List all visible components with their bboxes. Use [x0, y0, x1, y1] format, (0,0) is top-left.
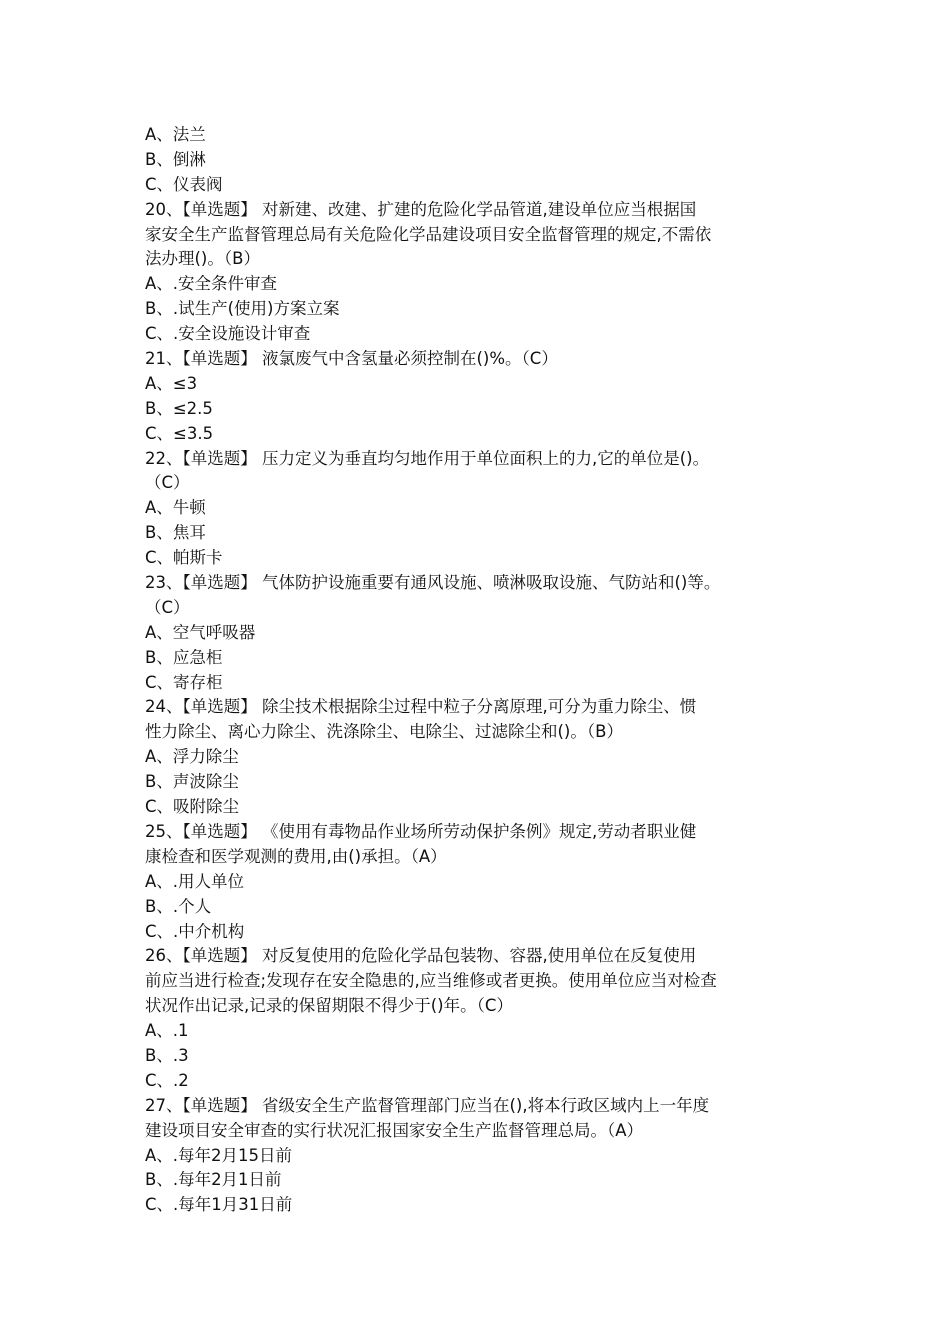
- option-line: C、≤3.5: [145, 423, 214, 443]
- question-line: 法办理()。（B）: [145, 249, 260, 269]
- question-line: 24、【单选题】 除尘技术根据除尘过程中粒子分离原理,可分为重力除尘、惯: [145, 697, 697, 717]
- option-line: A、空气呼吸器: [145, 622, 256, 642]
- option-line: B、.3: [145, 1045, 189, 1065]
- option-line: C、吸附除尘: [145, 797, 240, 817]
- question-line: 21、【单选题】 液氯废气中含氢量必须控制在()%。（C）: [145, 349, 558, 369]
- question-line: 27、【单选题】 省级安全生产监督管理部门应当在(),将本行政区域内上一年度: [145, 1095, 710, 1115]
- option-line: B、声波除尘: [145, 772, 239, 792]
- question-line: 20、【单选题】 对新建、改建、扩建的危险化学品管道,建设单位应当根据国: [145, 199, 697, 219]
- option-line: A、.1: [145, 1021, 189, 1041]
- option-line: C、帕斯卡: [145, 548, 223, 568]
- question-line: 性力除尘、离心力除尘、洗涤除尘、电除尘、过滤除尘和()。（B）: [145, 722, 623, 742]
- question-line: 康检查和医学观测的费用,由()承担。（A）: [145, 846, 447, 866]
- option-line: B、.试生产(使用)方案立案: [145, 299, 340, 319]
- question-line: 前应当进行检查;发现存在安全隐患的,应当维修或者更换。使用单位应当对检查: [145, 971, 717, 991]
- option-line: B、倒淋: [145, 149, 206, 169]
- question-line: 25、【单选题】 《使用有毒物品作业场所劳动保护条例》规定,劳动者职业健: [145, 821, 697, 841]
- option-line: A、.安全条件审查: [145, 274, 278, 294]
- option-line: A、.用人单位: [145, 871, 245, 891]
- question-line: （C）: [145, 597, 190, 617]
- option-line: A、≤3: [145, 373, 198, 393]
- option-line: C、寄存柜: [145, 672, 223, 692]
- question-line: 状况作出记录,记录的保留期限不得少于()年。（C）: [145, 996, 513, 1016]
- option-line: A、法兰: [145, 125, 206, 144]
- question-line: 22、【单选题】 压力定义为垂直均匀地作用于单位面积上的力,它的单位是()。: [145, 448, 710, 468]
- option-line: C、仪表阀: [145, 174, 223, 194]
- question-line: （C）: [145, 473, 190, 493]
- option-line: A、浮力除尘: [145, 747, 239, 767]
- option-line: A、.每年2月15日前: [145, 1145, 293, 1165]
- option-line: C、.中介机构: [145, 921, 245, 941]
- option-line: B、.个人: [145, 896, 212, 916]
- question-line: 家安全生产监督管理总局有关危险化学品建设项目安全监督管理的规定,不需依: [145, 224, 712, 244]
- option-line: C、.2: [145, 1070, 189, 1090]
- question-line: 26、【单选题】 对反复使用的危险化学品包装物、容器,使用单位在反复使用: [145, 946, 697, 966]
- option-line: C、.安全设施设计审查: [145, 324, 311, 344]
- option-line: B、焦耳: [145, 523, 206, 543]
- option-line: C、.每年1月31日前: [145, 1195, 293, 1215]
- option-line: B、≤2.5: [145, 398, 213, 418]
- option-line: A、牛顿: [145, 498, 206, 518]
- question-line: 23、【单选题】 气体防护设施重要有通风设施、喷淋吸取设施、气防站和()等。: [145, 573, 721, 593]
- option-line: B、应急柜: [145, 647, 223, 667]
- document-body: [145, 123, 825, 1218]
- question-line: 建设项目安全审查的实行状况汇报国家安全生产监督管理总局。（A）: [145, 1120, 644, 1140]
- option-line: B、.每年2月1日前: [145, 1170, 282, 1190]
